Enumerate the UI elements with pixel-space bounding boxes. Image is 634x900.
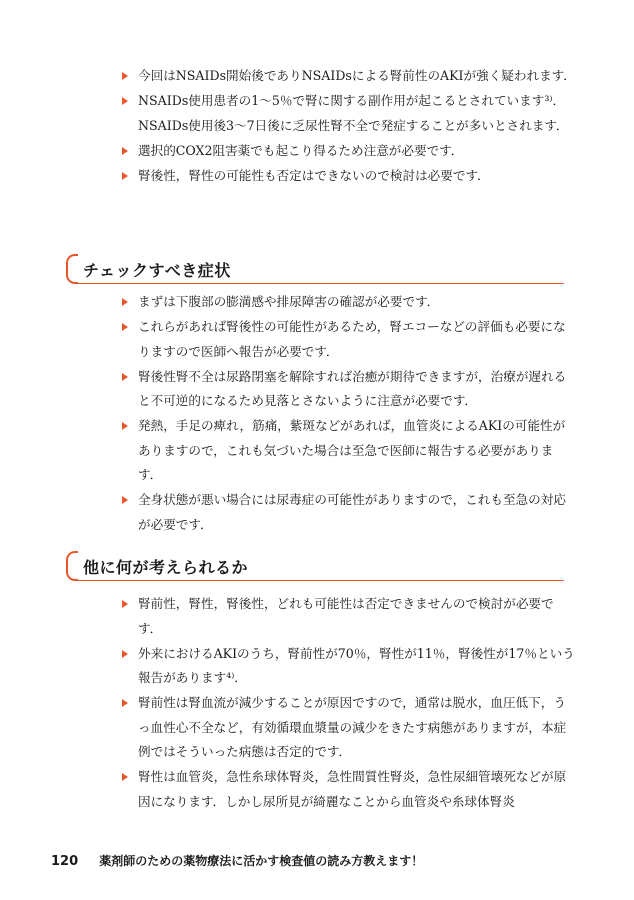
list-item: 腎後性，腎性の可能性も否定はできないので検討は必要です． <box>120 164 576 189</box>
page-footer <box>51 850 423 869</box>
list-item: 腎前性，腎性，腎後性，どれも可能性は否定できませんので検討が必要です． <box>120 592 576 641</box>
heading-text: チェックすべき症状 <box>83 261 231 280</box>
list-item: 腎後性腎不全は尿路閉塞を解除すれば治癒が期待できますが，治療が遅れると不可逆的になるため見落とさないように注意が必要です． <box>120 365 576 414</box>
list-item: これらがあれば腎後性の可能性があるため，腎エコーなどの評価も必要になりますので医師へ報告が必要です． <box>120 315 576 364</box>
list-item: 外来におけるAKIのうち，腎前性が70％，腎性が11％，腎後性が17％という報告があります⁴⁾． <box>120 642 576 691</box>
book-title: 薬剤師のための薬物療法に活かす検査値の読み方教えます！ <box>99 854 424 868</box>
list-item: 今回はNSAIDs開始後でありNSAIDsによる腎前性のAKIが強く疑われます． <box>120 64 576 89</box>
list-item: NSAIDs使用患者の1～5％で腎に関する副作用が起こるとされています³⁾．NSAIDs使用後3～7日後に乏尿性腎不全で発症することが多いとされます． <box>120 89 576 138</box>
list-item: 全身状態が悪い場合には尿毒症の可能性がありますので，これも至急の対応が必要です． <box>120 488 576 537</box>
list-item: まずは下腹部の膨満感や排尿障害の確認が必要です． <box>120 290 576 315</box>
section-heading-other <box>66 551 564 581</box>
heading-text: 他に何が考えられるか <box>83 558 249 577</box>
list-item: 選択的COX2阻害薬でも起こり得るため注意が必要です． <box>120 139 576 164</box>
page-number: 120 <box>51 854 79 869</box>
bullet-list-top <box>120 64 576 188</box>
bullet-list-other <box>120 592 576 814</box>
heading-bracket <box>66 254 78 284</box>
heading-underline <box>76 580 564 582</box>
list-item: 発熱，手足の痺れ，筋痛，紫斑などがあれば，血管炎によるAKIの可能性がありますので，これも気づいた場合は至急で医師に報告する必要があります． <box>120 414 576 488</box>
bullet-list-check <box>120 290 576 537</box>
heading-underline <box>76 283 564 285</box>
list-item: 腎前性は腎血流が減少することが原因ですので，通常は脱水，血圧低下，うっ血性心不全など，有効循環血漿量の減少をきたす病態がありますが，本症例ではそういった病態は否定的です． <box>120 691 576 765</box>
heading-bracket <box>66 551 78 581</box>
section-heading-check <box>66 254 564 284</box>
list-item: 腎性は血管炎，急性糸球体腎炎，急性間質性腎炎，急性尿細管壊死などが原因になります．しかし尿所見が綺麗なことから血管炎や糸球体腎炎 <box>120 765 576 814</box>
